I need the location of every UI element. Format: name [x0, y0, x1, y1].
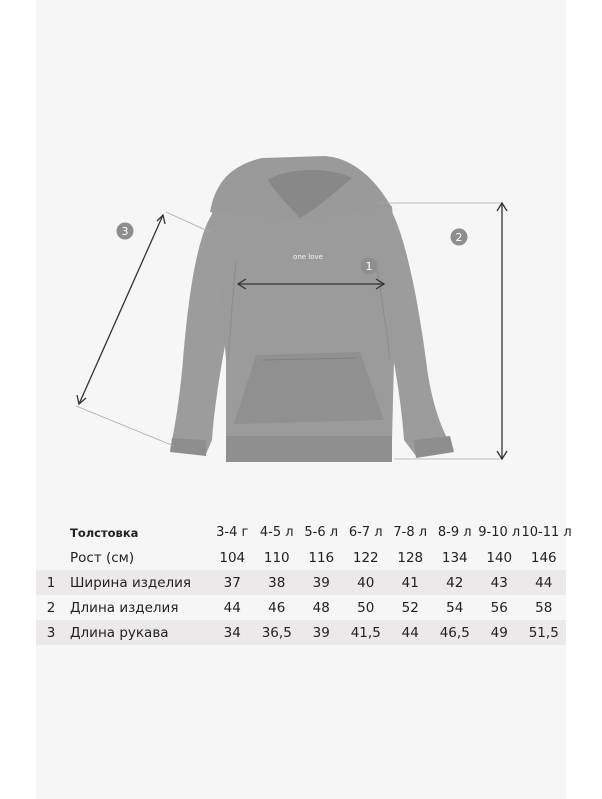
- table-cell: 54: [446, 599, 464, 616]
- table-cell: 50: [357, 599, 375, 616]
- table-cell: 122: [352, 549, 379, 566]
- table-cell: 51,5: [522, 620, 567, 645]
- table-cell: 140: [486, 549, 513, 566]
- table-cell: 38: [255, 570, 300, 595]
- table-cell: 48: [312, 599, 330, 616]
- table-cell: 43: [477, 570, 522, 595]
- table-cell: 128: [397, 549, 424, 566]
- size-header-row: [36, 520, 566, 545]
- table-cell: 40: [344, 570, 389, 595]
- row-number: 2: [46, 599, 56, 616]
- marker-2: [451, 229, 468, 246]
- marker-1: [361, 258, 378, 275]
- table-cell: 104: [219, 549, 246, 566]
- table-cell: 44: [223, 599, 241, 616]
- row-label: Длина рукава: [66, 620, 210, 645]
- table-cell: 56: [490, 599, 508, 616]
- row-number: 3: [36, 620, 66, 645]
- row-label: Ширина изделия: [66, 570, 210, 595]
- hoodie-left-cuff: [170, 438, 206, 456]
- svg-text:1: 1: [365, 260, 373, 273]
- table-cell: 110: [263, 549, 290, 566]
- table-cell: 34: [210, 620, 255, 645]
- table-cell: 58: [535, 599, 553, 616]
- table-cell: 41,5: [344, 620, 389, 645]
- marker-3: [117, 223, 134, 240]
- width-row: [36, 570, 566, 595]
- table-cell: 39: [299, 570, 344, 595]
- table-cell: 44: [388, 620, 433, 645]
- print-text: one love: [293, 253, 323, 261]
- table-cell: 36,5: [255, 620, 300, 645]
- row-label: Длина изделия: [70, 599, 179, 616]
- table-cell: 116: [308, 549, 335, 566]
- size-header: 10-11 л: [521, 525, 572, 540]
- size-header: 9-10 л: [478, 525, 521, 540]
- length-row: [36, 595, 566, 620]
- size-header: 4-5 л: [259, 525, 294, 540]
- table-cell: 46: [268, 599, 286, 616]
- size-table: [36, 520, 572, 645]
- row-label: Рост (см): [70, 549, 135, 566]
- table-cell: 44: [522, 570, 567, 595]
- svg-text:3: 3: [121, 225, 129, 238]
- hoodie-hem-band: [226, 436, 392, 462]
- table-cell: 42: [433, 570, 478, 595]
- table-cell: 52: [401, 599, 419, 616]
- row-number: 1: [36, 570, 66, 595]
- table-cell: 49: [477, 620, 522, 645]
- table-cell: 134: [441, 549, 468, 566]
- hoodie-kangaroo-pocket: [234, 352, 384, 424]
- table-cell: 37: [210, 570, 255, 595]
- table-cell: 41: [388, 570, 433, 595]
- table-cell: 39: [299, 620, 344, 645]
- size-header: 6-7 л: [348, 525, 383, 540]
- row-number-header: [36, 520, 66, 545]
- table-cell: 46,5: [433, 620, 478, 645]
- height-row: [36, 545, 566, 570]
- size-header: 3-4 г: [216, 525, 249, 540]
- table-title: Толстовка: [70, 525, 139, 540]
- size-header: 8-9 л: [437, 525, 472, 540]
- size-header: 7-8 л: [393, 525, 428, 540]
- sleeve-row: [36, 620, 566, 645]
- hoodie-illustration: [170, 156, 454, 462]
- table-cell: 146: [530, 549, 557, 566]
- size-header: 5-6 л: [304, 525, 339, 540]
- svg-text:2: 2: [455, 231, 463, 244]
